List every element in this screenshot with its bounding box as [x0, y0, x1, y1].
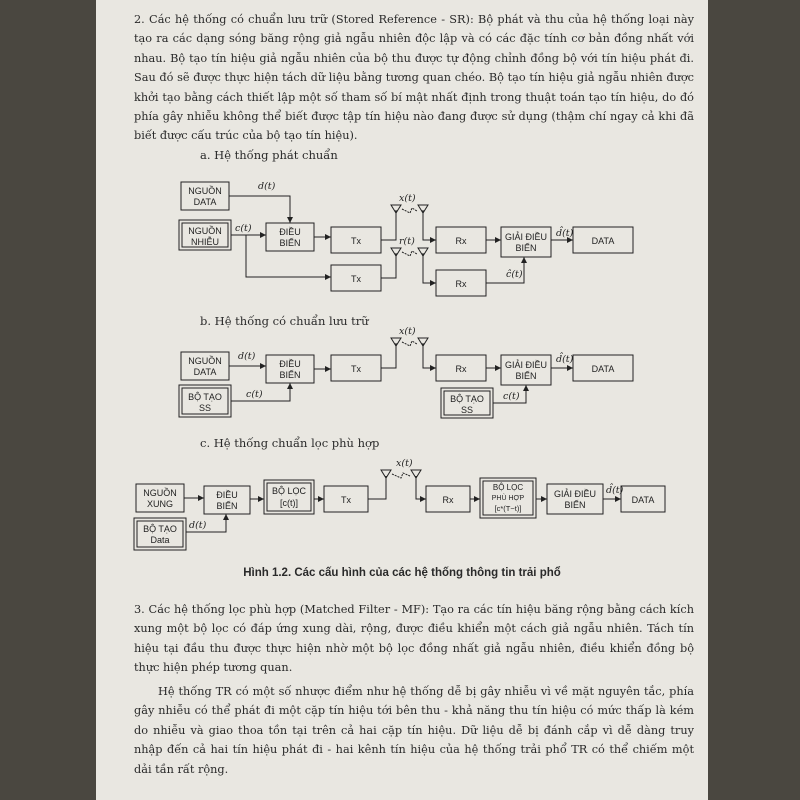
box-label: ĐIỀU — [216, 490, 238, 500]
box-label: Tx — [351, 364, 361, 374]
box-label: BỘ TẠO — [188, 392, 222, 402]
signal-label: d̂(t) — [556, 354, 574, 365]
box-label: BỘ TẠO — [450, 394, 484, 404]
closing-paragraph: Hệ thống TR có một số nhược điểm như hệ thống dễ bị gây nhiễu vì về mặt nguyên tắc, phía gây nhiễu có thể phát đi một cặp tín hiệu tới bên thu - khả năng thu tín hiệu có mức thấp là kém do nhiễu và giao thoa tồn tại trên cả hai cặp tín hiệu. Dữ liệu dễ bị đánh cắp vì dễ dàng truy nhập đến cả hai tín hiệu phát đi - hai kênh tín hiệu của hệ thống trải phổ TR có thể chiếm một dải tần rất rộng. — [134, 685, 694, 776]
item-3-matched-filter: 3. Các hệ thống lọc phù hợp (Matched Filter - MF): Tạo ra các tín hiệu băng rộng bằng cách kích xung một bộ lọc có đáp ứng xung dài, rộng, được điều khiển một cách giả ngẫu nhiên. Tách tín hiệu tại đầu thu được thực hiện nhờ một bộ lọc đồng nhất giả ngẫu nhiên, điều khiển đồng bộ thực hiện phép tương quan. — [134, 603, 694, 675]
signal-label: c(t) — [246, 389, 263, 400]
diagram-b — [96, 325, 708, 425]
signal-label: r(t) — [399, 236, 415, 247]
box-label: DATA — [631, 495, 655, 505]
box-label: GIẢI ĐIỀU — [504, 232, 548, 242]
box-label: XUNG — [146, 499, 174, 509]
box-label: [c*(T−t)] — [494, 504, 522, 513]
box-label: PHÙ HỢP — [491, 495, 525, 502]
diagram-a — [96, 165, 708, 300]
diagram-c-title: c. Hệ thống chuẩn lọc phù hợp — [200, 436, 380, 450]
box-label: Rx — [455, 236, 467, 246]
diagram-c — [96, 456, 708, 556]
box-label: Tx — [351, 274, 361, 284]
box-label: BIẾN — [564, 500, 586, 510]
box-label: BIẾN — [279, 238, 301, 248]
signal-label: x(t) — [399, 326, 416, 337]
diagram-b-title: b. Hệ thống có chuẩn lưu trữ — [200, 314, 369, 328]
figure-caption: Hình 1.2. Các cấu hình của các hệ thống thông tin trải phổ — [243, 567, 561, 579]
box-label: SS — [198, 403, 212, 413]
box-label: Tx — [351, 236, 361, 246]
box-label: BIẾN — [515, 243, 537, 253]
box-label: Tx — [341, 495, 351, 505]
signal-label: x(t) — [396, 458, 413, 469]
box-label: NGUỒN — [188, 226, 222, 236]
item-2-stored-reference: 2. Các hệ thống có chuẩn lưu trữ (Stored Reference - SR): Bộ phát và thu của hệ thống loại này tạo ra các dạng sóng băng rộng giả ngẫu nhiên độc lập và có các đặc tính cơ bản đồng nhất với nhau. Bộ tạo tín hiệu giả ngẫu nhiên của bộ thu được tự động chỉnh đồng bộ với tín hiệu phát đi. Sau đó sẽ được thực hiện tách dữ liệu bằng tương quan chéo. Bộ tạo tín hiệu giả ngẫu nhiên được khởi tạo bằng cách thiết lập một số tham số bí mật nhất định trong thuật toán tạo tín hiệu, do đó phía gây nhiễu không thể biết được tập tín hiệu nào đang được sử dụng (thậm chí ngay cả khi đã biết được cấu trúc của bộ tạo tín hiệu). — [134, 13, 694, 143]
box-label: SS — [460, 405, 474, 415]
box-label: NGUỒN — [188, 186, 222, 196]
box-label: GIẢI ĐIỀU — [504, 360, 548, 370]
box-label: BỘ TẠO — [143, 524, 177, 534]
signal-label: d(t) — [189, 520, 207, 531]
box-label: Data — [150, 535, 170, 545]
signal-label: x(t) — [399, 193, 416, 204]
box-label: NGUỒN — [143, 488, 177, 498]
box-label: GIẢI ĐIỀU — [553, 489, 597, 499]
box-label: BIẾN — [216, 501, 238, 511]
box-label: Rx — [442, 495, 454, 505]
diagram-a-title: a. Hệ thống phát chuẩn — [200, 148, 338, 162]
box-label: BỘ LỌC — [271, 486, 307, 496]
box-label: DATA — [193, 367, 217, 377]
box-label: DATA — [591, 236, 615, 246]
signal-label: d̂(t) — [606, 485, 624, 496]
box-label: NHIỄU — [190, 237, 220, 247]
box-label: ĐIỀU — [279, 227, 301, 237]
box-label: NGUỒN — [188, 356, 222, 366]
signal-label: c(t) — [503, 391, 520, 402]
box-label: DATA — [193, 197, 217, 207]
box-label: [c(t)] — [280, 498, 298, 508]
signal-label: c(t) — [235, 223, 252, 234]
signal-label: d̂(t) — [556, 228, 574, 239]
signal-label: ĉ(t) — [506, 269, 523, 280]
box-label: Rx — [455, 364, 467, 374]
box-label: BỘ LỌC — [492, 483, 524, 492]
book-page — [96, 0, 708, 800]
signal-label: d(t) — [238, 351, 256, 362]
box-label: BIẾN — [515, 371, 537, 381]
box-label: ĐIỀU — [279, 359, 301, 369]
box-label: Rx — [455, 279, 467, 289]
signal-label: d(t) — [258, 181, 276, 192]
box-label: BIẾN — [279, 370, 301, 380]
box-label: DATA — [591, 364, 615, 374]
